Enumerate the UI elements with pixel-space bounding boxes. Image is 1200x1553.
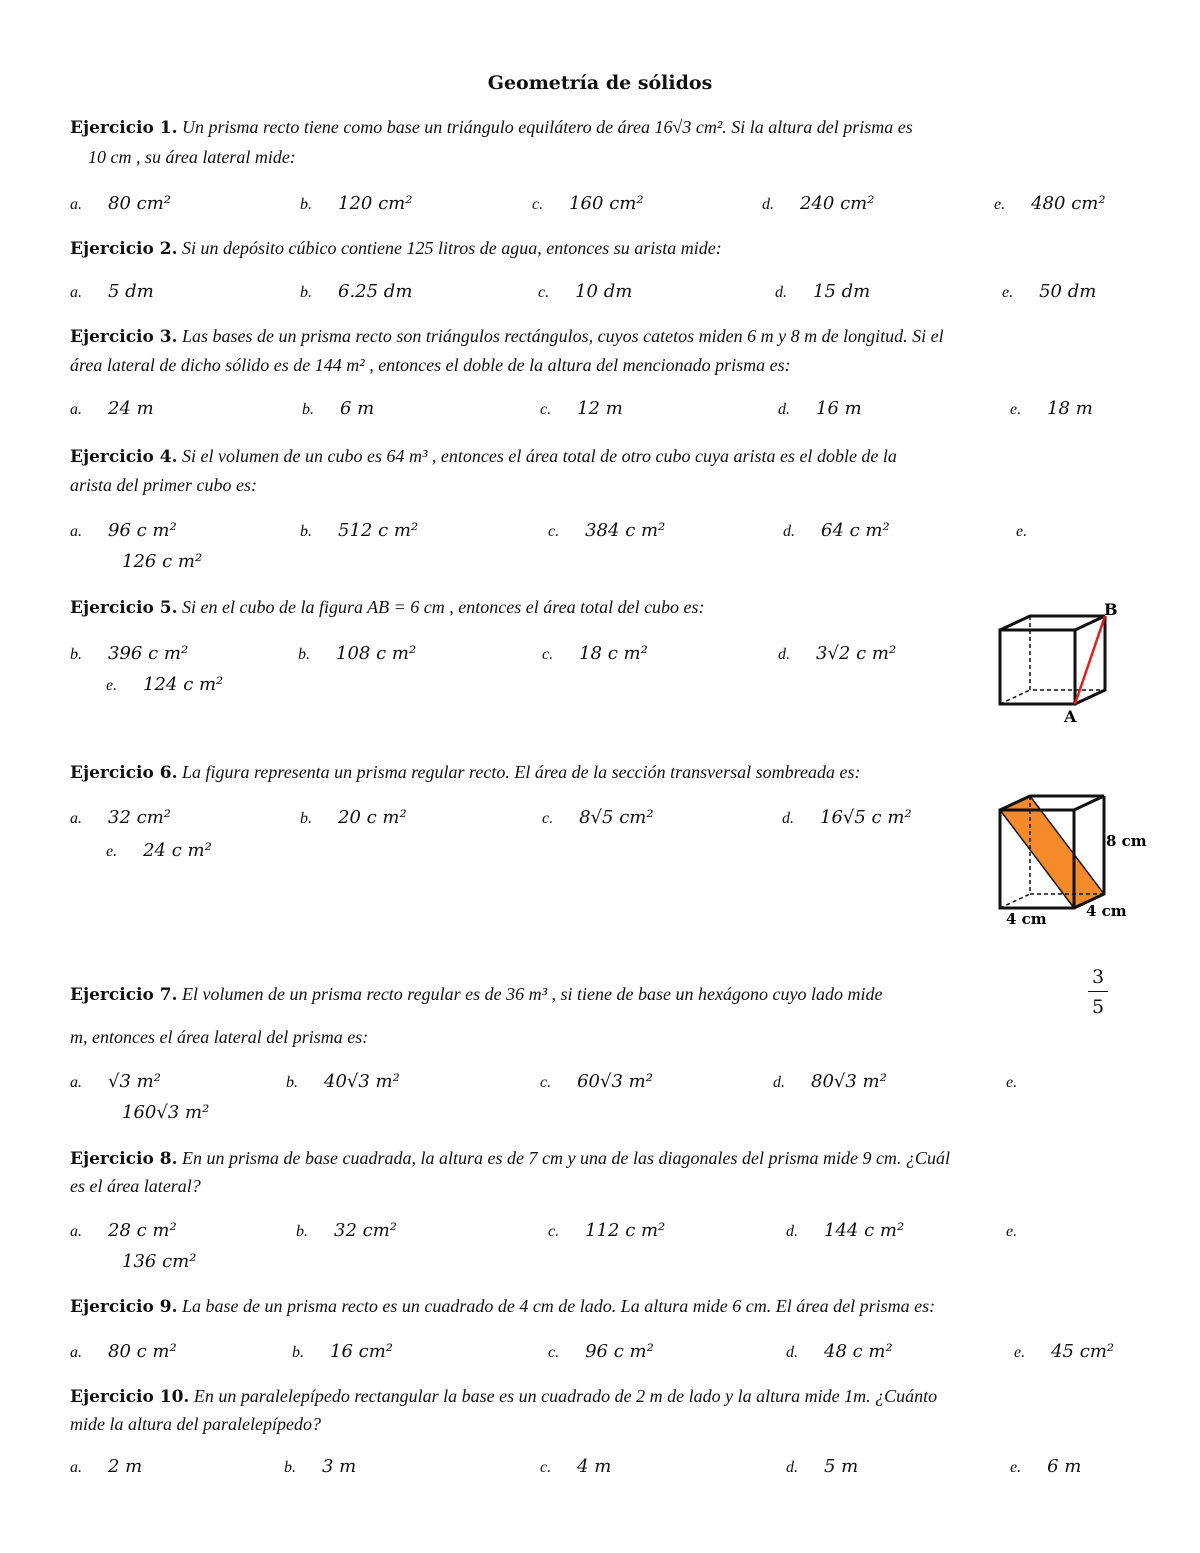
cube-figure (995, 598, 1125, 723)
exercise-3-text: Ejercicio 3. Las bases de un prisma recto son triángulos rectángulos, cuyos catetos miden 6 m y 8 m de longitud. Si el (70, 326, 944, 347)
cube-front-face (1000, 630, 1075, 704)
exercise-3-text-2: área lateral de dicho sólido es de 144 m² , entonces el doble de la altura del mencionado prisma es: (70, 355, 791, 375)
exercise-4-text: Ejercicio 4. Si el volumen de un cubo es 64 m³ , entonces el área total de otro cubo cuya arista es el doble de la (70, 446, 897, 467)
ex7-option-d[interactable]: d. 80√3 m² (773, 1071, 887, 1092)
cube-top-face (1000, 616, 1105, 630)
fraction-bar (1088, 991, 1108, 992)
exercise-6-text: Ejercicio 6. La figura representa un prisma regular recto. El área de la sección transversal sombreada es: (70, 762, 861, 783)
ex4-option-a[interactable]: a. 96 c m² (70, 520, 177, 541)
ex10-option-b[interactable]: b. 3 m (284, 1456, 357, 1477)
ex9-option-e[interactable]: e. 45 cm² (1014, 1341, 1115, 1362)
ex10-option-a[interactable]: a. 2 m (70, 1456, 143, 1477)
ex1-option-b[interactable]: b. 120 cm² (300, 193, 413, 214)
ex5-option-d[interactable]: d. 3√2 c m² (778, 643, 897, 664)
ex7-option-c[interactable]: c. 60√3 m² (540, 1071, 653, 1092)
ex3-option-a[interactable]: a. 24 m (70, 398, 154, 419)
point-a-label: A (1064, 707, 1077, 723)
ex10-option-e[interactable]: e. 6 m (1010, 1456, 1082, 1477)
exercise-7-text-2: m, entonces el área lateral del prisma es: (70, 1027, 369, 1047)
ex5-option-1[interactable]: b. 396 c m² (70, 643, 189, 664)
cube-hidden-edge (1000, 690, 1030, 704)
ex4-option-e[interactable]: e. (1016, 523, 1028, 540)
ex4-option-e-value: 126 c m² (122, 551, 203, 572)
ex2-option-d[interactable]: d. 15 dm (775, 281, 871, 302)
exercise-4-text-2: arista del primer cubo es: (70, 475, 257, 495)
ex3-option-c[interactable]: c. 12 m (540, 398, 623, 419)
ex6-option-a[interactable]: a. 32 cm² (70, 807, 171, 828)
ex8-option-e[interactable]: e. (1006, 1223, 1018, 1240)
ex2-option-e[interactable]: e. 50 dm (1002, 281, 1097, 302)
ex3-option-b[interactable]: b. 6 m (302, 398, 375, 419)
ex1-option-e[interactable]: e. 480 cm² (994, 193, 1106, 214)
exercise-1-text-2: 10 cm , su área lateral mide: (88, 147, 296, 167)
ex6-option-b[interactable]: b. 20 c m² (300, 807, 407, 828)
exercise-10-text: Ejercicio 10. En un paralelepípedo rectangular la base es un cuadrado de 2 m de lado y la altura mide 1m. ¿Cuánto (70, 1386, 938, 1407)
ex6-option-c[interactable]: c. 8√5 cm² (542, 807, 654, 828)
ex8-option-d[interactable]: d. 144 c m² (786, 1220, 905, 1241)
ex9-option-b[interactable]: b. 16 cm² (292, 1341, 393, 1362)
exercise-9-text: Ejercicio 9. La base de un prisma recto es un cuadrado de 4 cm de lado. La altura mide 6 cm. El área del prisma es: (70, 1296, 936, 1317)
ex7-option-e-value: 160√3 m² (122, 1102, 210, 1123)
ex5-option-c[interactable]: c. 18 c m² (542, 643, 648, 664)
ex8-option-e-value: 136 cm² (122, 1251, 197, 1272)
ex5-option-2[interactable]: b. 108 c m² (298, 643, 417, 664)
ex1-option-d[interactable]: d. 240 cm² (762, 193, 875, 214)
ex5-option-e[interactable]: e. 124 c m² (106, 674, 224, 695)
ex8-option-b[interactable]: b. 32 cm² (296, 1220, 397, 1241)
ex8-option-c[interactable]: c. 112 c m² (548, 1220, 666, 1241)
ex9-option-c[interactable]: c. 96 c m² (548, 1341, 654, 1362)
page-title: Geometría de sólidos (487, 72, 713, 94)
prism-hidden-edge (1000, 894, 1030, 908)
ex9-option-a[interactable]: a. 80 c m² (70, 1341, 177, 1362)
prism-figure (992, 788, 1157, 933)
ex2-option-c[interactable]: c. 10 dm (538, 281, 633, 302)
ex2-option-a[interactable]: a. 5 dm (70, 281, 154, 302)
exercise-7-text: Ejercicio 7. El volumen de un prisma recto regular es de 36 m³ , si tiene de base un hexágono cuyo lado mide (70, 984, 883, 1005)
height-label: 8 cm (1106, 832, 1147, 850)
ex4-option-c[interactable]: c. 384 c m² (548, 520, 666, 541)
ex6-option-e[interactable]: e. 24 c m² (106, 840, 212, 861)
cube-hidden-edges (1030, 616, 1105, 690)
fraction-numerator: 3 (1091, 966, 1105, 988)
ex7-option-b[interactable]: b. 40√3 m² (286, 1071, 400, 1092)
exercise-5-text: Ejercicio 5. Si en el cubo de la figura AB = 6 cm , entonces el área total del cubo es: (70, 597, 705, 618)
exercise-1-text: Ejercicio 1. Un prisma recto tiene como base un triángulo equilátero de área 16√3 cm². Si la altura del prisma es (70, 117, 913, 138)
ex7-option-a[interactable]: a. √3 m² (70, 1071, 161, 1092)
exercise-2-text: Ejercicio 2. Si un depósito cúbico contiene 125 litros de agua, entonces su arista mide: (70, 238, 722, 259)
depth-label: 4 cm (1086, 902, 1127, 920)
exercise-8-text: Ejercicio 8. En un prisma de base cuadrada, la altura es de 7 cm y una de las diagonales del prisma mide 9 cm. ¿Cuál (70, 1148, 950, 1169)
width-label: 4 cm (1006, 910, 1047, 928)
ex6-option-d[interactable]: d. 16√5 c m² (782, 807, 912, 828)
ex8-option-a[interactable]: a. 28 c m² (70, 1220, 177, 1241)
shaded-section (1000, 796, 1104, 908)
point-b-label: B (1104, 600, 1118, 619)
ex10-option-d[interactable]: d. 5 m (786, 1456, 859, 1477)
ex2-option-b[interactable]: b. 6.25 dm (300, 281, 413, 302)
exercise-10-text-2: mide la altura del paralelepípedo? (70, 1414, 321, 1434)
ex1-option-c[interactable]: c. 160 cm² (532, 193, 644, 214)
ex4-option-d[interactable]: d. 64 c m² (783, 520, 890, 541)
exercise-8-text-2: es el área lateral? (70, 1176, 201, 1196)
ex7-option-e[interactable]: e. (1006, 1074, 1018, 1091)
ex10-option-c[interactable]: c. 4 m (540, 1456, 612, 1477)
ex3-option-d[interactable]: d. 16 m (778, 398, 862, 419)
ex3-option-e[interactable]: e. 18 m (1010, 398, 1093, 419)
ex9-option-d[interactable]: d. 48 c m² (786, 1341, 893, 1362)
fraction-denominator: 5 (1091, 996, 1105, 1018)
ex4-option-b[interactable]: b. 512 c m² (300, 520, 419, 541)
ex1-option-a[interactable]: a. 80 cm² (70, 193, 171, 214)
